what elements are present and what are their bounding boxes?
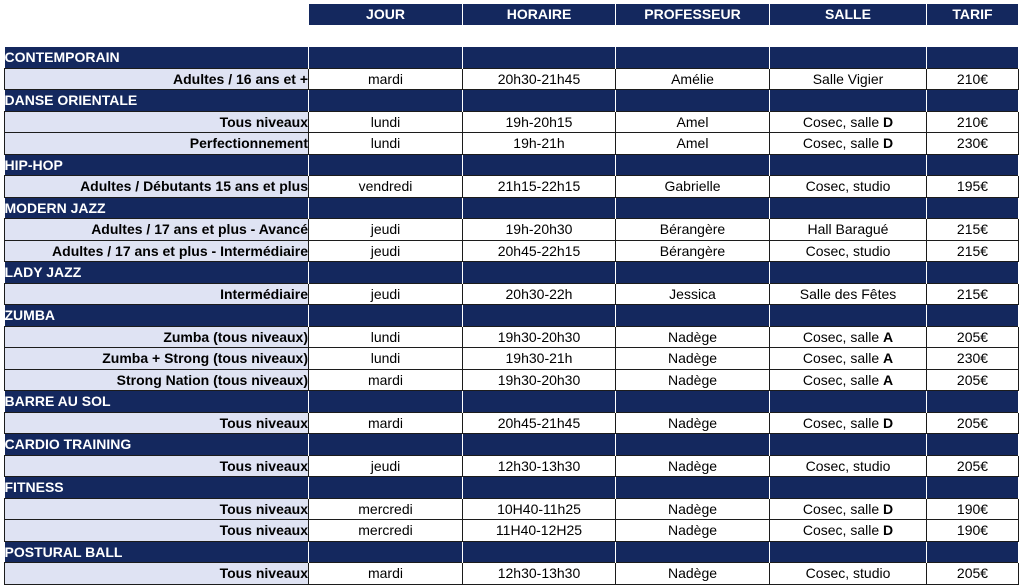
horaire-cell: 19h30-20h30 — [463, 326, 616, 348]
jour-cell: jeudi — [309, 240, 463, 262]
salle-cell — [770, 68, 927, 90]
level-cell: Adultes / 17 ans et plus - Intermédiaire — [5, 240, 309, 262]
table-row — [5, 176, 1019, 198]
table-row — [5, 133, 1019, 155]
salle-cell — [770, 133, 927, 155]
salle-text: Cosec, salle — [802, 350, 884, 367]
category-filler-cell — [309, 154, 463, 176]
salle-text: Salle des Fêtes — [799, 285, 897, 302]
horaire-cell: 10H40-11h25 — [463, 498, 616, 520]
category-filler-cell — [927, 47, 1019, 69]
salle-room-letter: D — [883, 500, 894, 517]
table-row — [5, 498, 1019, 520]
salle-text: Cosec, studio — [805, 565, 891, 582]
table-header — [5, 4, 1019, 47]
level-cell: Intermédiaire — [5, 283, 309, 305]
professeur-cell: Nadège — [616, 412, 770, 434]
tarif-cell: 195€ — [927, 176, 1019, 198]
professeur-cell: Nadège — [616, 369, 770, 391]
salle-text: Cosec, salle — [802, 371, 884, 388]
table-row — [5, 219, 1019, 241]
table-row — [5, 369, 1019, 391]
horaire-cell: 19h-21h — [463, 133, 616, 155]
salle-cell — [770, 176, 927, 198]
table-row — [5, 348, 1019, 370]
category-row — [5, 47, 1019, 69]
category-name: MODERN JAZZ — [5, 197, 309, 219]
horaire-cell: 19h-20h30 — [463, 219, 616, 241]
category-filler-cell — [770, 477, 927, 499]
professeur-cell: Bérangère — [616, 219, 770, 241]
tarif-cell: 205€ — [927, 412, 1019, 434]
level-cell: Tous niveaux — [5, 520, 309, 542]
salle-room-letter: A — [883, 371, 894, 388]
category-name: CONTEMPORAIN — [5, 47, 309, 69]
category-filler-cell — [927, 477, 1019, 499]
jour-cell: lundi — [309, 326, 463, 348]
horaire-cell: 20h30-21h45 — [463, 68, 616, 90]
horaire-cell: 19h-20h15 — [463, 111, 616, 133]
professeur-cell: Amel — [616, 133, 770, 155]
category-name: BARRE AU SOL — [5, 391, 309, 413]
salle-cell — [770, 498, 927, 520]
horaire-cell: 12h30-13h30 — [463, 455, 616, 477]
category-name: ZUMBA — [5, 305, 309, 327]
salle-text: Cosec, studio — [805, 457, 891, 474]
salle-cell — [770, 563, 927, 585]
category-filler-cell — [770, 262, 927, 284]
category-filler-cell — [616, 262, 770, 284]
tarif-cell: 210€ — [927, 68, 1019, 90]
category-filler-cell — [927, 541, 1019, 563]
category-filler-cell — [309, 434, 463, 456]
category-filler-cell — [770, 154, 927, 176]
category-name: HIP-HOP — [5, 154, 309, 176]
category-filler-cell — [616, 391, 770, 413]
tarif-cell: 230€ — [927, 348, 1019, 370]
salle-room-letter: A — [883, 350, 894, 367]
tarif-cell: 210€ — [927, 111, 1019, 133]
category-filler-cell — [309, 305, 463, 327]
tarif-cell: 205€ — [927, 563, 1019, 585]
salle-text: Cosec, salle — [802, 414, 884, 431]
tarif-cell: 190€ — [927, 520, 1019, 542]
professeur-cell: Nadège — [616, 348, 770, 370]
level-cell: Adultes / 17 ans et plus - Avancé — [5, 219, 309, 241]
jour-cell: mardi — [309, 563, 463, 585]
category-filler-cell — [616, 434, 770, 456]
level-cell: Tous niveaux — [5, 455, 309, 477]
salle-text: Cosec, studio — [805, 242, 891, 259]
category-filler-cell — [616, 47, 770, 69]
category-name: POSTURAL BALL — [5, 541, 309, 563]
category-filler-cell — [616, 197, 770, 219]
salle-text: Cosec, salle — [802, 328, 884, 345]
category-filler-cell — [463, 305, 616, 327]
salle-text: Hall Baragué — [807, 221, 889, 238]
professeur-cell: Amélie — [616, 68, 770, 90]
tarif-cell: 205€ — [927, 326, 1019, 348]
salle-cell — [770, 520, 927, 542]
category-row — [5, 154, 1019, 176]
category-filler-cell — [463, 541, 616, 563]
salle-text: Salle Vigier — [812, 70, 884, 87]
category-filler-cell — [927, 305, 1019, 327]
jour-cell: vendredi — [309, 176, 463, 198]
horaire-cell: 12h30-13h30 — [463, 563, 616, 585]
table-row — [5, 240, 1019, 262]
category-filler-cell — [770, 90, 927, 112]
level-cell: Strong Nation (tous niveaux) — [5, 369, 309, 391]
category-filler-cell — [616, 541, 770, 563]
professeur-cell: Nadège — [616, 326, 770, 348]
level-cell: Tous niveaux — [5, 111, 309, 133]
professeur-cell: Gabrielle — [616, 176, 770, 198]
salle-room-letter: A — [883, 328, 894, 345]
jour-cell: jeudi — [309, 219, 463, 241]
salle-cell — [770, 240, 927, 262]
jour-cell: lundi — [309, 133, 463, 155]
salle-text: Cosec, studio — [805, 178, 891, 195]
salle-text: Cosec, salle — [802, 113, 884, 130]
salle-cell — [770, 369, 927, 391]
category-name: DANSE ORIENTALE — [5, 90, 309, 112]
level-cell: Adultes / Débutants 15 ans et plus — [5, 176, 309, 198]
tarif-cell: 205€ — [927, 455, 1019, 477]
jour-cell: mardi — [309, 68, 463, 90]
category-row — [5, 541, 1019, 563]
level-cell: Perfectionnement — [5, 133, 309, 155]
level-cell: Tous niveaux — [5, 498, 309, 520]
category-filler-cell — [927, 90, 1019, 112]
level-cell: Zumba (tous niveaux) — [5, 326, 309, 348]
category-name: LADY JAZZ — [5, 262, 309, 284]
table-row — [5, 326, 1019, 348]
salle-room-letter: D — [883, 522, 894, 539]
category-filler-cell — [309, 541, 463, 563]
category-row — [5, 434, 1019, 456]
category-filler-cell — [463, 90, 616, 112]
table-row — [5, 111, 1019, 133]
salle-text: Cosec, salle — [802, 135, 884, 152]
salle-cell — [770, 111, 927, 133]
tarif-cell: 215€ — [927, 219, 1019, 241]
salle-cell — [770, 348, 927, 370]
category-filler-cell — [770, 541, 927, 563]
category-filler-cell — [927, 434, 1019, 456]
header-salle: SALLE — [770, 4, 927, 26]
horaire-cell: 19h30-20h30 — [463, 369, 616, 391]
category-filler-cell — [770, 305, 927, 327]
category-filler-cell — [309, 47, 463, 69]
horaire-cell: 20h45-21h45 — [463, 412, 616, 434]
category-filler-cell — [927, 197, 1019, 219]
category-filler-cell — [309, 262, 463, 284]
salle-cell — [770, 412, 927, 434]
category-filler-cell — [770, 197, 927, 219]
table-row — [5, 455, 1019, 477]
jour-cell: mardi — [309, 369, 463, 391]
header-jour: JOUR — [309, 4, 463, 26]
category-filler-cell — [927, 391, 1019, 413]
category-filler-cell — [616, 90, 770, 112]
header-horaire: HORAIRE — [463, 4, 616, 26]
professeur-cell: Nadège — [616, 455, 770, 477]
category-filler-cell — [770, 47, 927, 69]
horaire-cell: 21h15-22h15 — [463, 176, 616, 198]
category-filler-cell — [463, 262, 616, 284]
jour-cell: lundi — [309, 111, 463, 133]
jour-cell: lundi — [309, 348, 463, 370]
category-row — [5, 477, 1019, 499]
category-filler-cell — [770, 391, 927, 413]
salle-cell — [770, 326, 927, 348]
salle-text: Cosec, salle — [802, 500, 884, 517]
schedule-table — [4, 3, 1019, 585]
table-row — [5, 520, 1019, 542]
horaire-cell: 20h30-22h — [463, 283, 616, 305]
tarif-cell: 215€ — [927, 240, 1019, 262]
category-row — [5, 262, 1019, 284]
tarif-cell: 215€ — [927, 283, 1019, 305]
category-filler-cell — [309, 197, 463, 219]
professeur-cell: Nadège — [616, 563, 770, 585]
category-filler-cell — [927, 262, 1019, 284]
level-cell: Tous niveaux — [5, 412, 309, 434]
jour-cell: jeudi — [309, 455, 463, 477]
category-filler-cell — [616, 154, 770, 176]
salle-cell — [770, 283, 927, 305]
salle-cell — [770, 219, 927, 241]
horaire-cell: 19h30-21h — [463, 348, 616, 370]
salle-cell — [770, 455, 927, 477]
jour-cell: mercredi — [309, 498, 463, 520]
tarif-cell: 190€ — [927, 498, 1019, 520]
tarif-cell: 205€ — [927, 369, 1019, 391]
category-filler-cell — [770, 434, 927, 456]
category-filler-cell — [616, 305, 770, 327]
professeur-cell: Jessica — [616, 283, 770, 305]
table-row — [5, 563, 1019, 585]
professeur-cell: Amel — [616, 111, 770, 133]
category-filler-cell — [463, 391, 616, 413]
category-filler-cell — [309, 90, 463, 112]
level-cell: Adultes / 16 ans et + — [5, 68, 309, 90]
level-cell: Zumba + Strong (tous niveaux) — [5, 348, 309, 370]
table-row — [5, 412, 1019, 434]
salle-room-letter: D — [883, 113, 894, 130]
category-name: CARDIO TRAINING — [5, 434, 309, 456]
category-row — [5, 197, 1019, 219]
category-row — [5, 90, 1019, 112]
category-filler-cell — [309, 477, 463, 499]
category-filler-cell — [309, 391, 463, 413]
table-row — [5, 68, 1019, 90]
table-body — [5, 47, 1019, 585]
horaire-cell: 11H40-12H25 — [463, 520, 616, 542]
header-professeur: PROFESSEUR — [616, 4, 770, 26]
level-cell: Tous niveaux — [5, 563, 309, 585]
professeur-cell: Bérangère — [616, 240, 770, 262]
professeur-cell: Nadège — [616, 498, 770, 520]
salle-room-letter: D — [883, 135, 894, 152]
category-filler-cell — [463, 434, 616, 456]
professeur-cell: Nadège — [616, 520, 770, 542]
tarif-cell: 230€ — [927, 133, 1019, 155]
category-filler-cell — [463, 197, 616, 219]
jour-cell: mardi — [309, 412, 463, 434]
category-filler-cell — [927, 154, 1019, 176]
category-row — [5, 391, 1019, 413]
table-row — [5, 283, 1019, 305]
jour-cell: jeudi — [309, 283, 463, 305]
jour-cell: mercredi — [309, 520, 463, 542]
category-row — [5, 305, 1019, 327]
category-filler-cell — [463, 47, 616, 69]
category-filler-cell — [463, 154, 616, 176]
header-spacer — [5, 25, 1019, 47]
header-blank-cell — [5, 4, 309, 26]
category-filler-cell — [616, 477, 770, 499]
category-filler-cell — [463, 477, 616, 499]
category-name: FITNESS — [5, 477, 309, 499]
salle-text: Cosec, salle — [802, 522, 884, 539]
horaire-cell: 20h45-22h15 — [463, 240, 616, 262]
salle-room-letter: D — [883, 414, 894, 431]
header-tarif: TARIF — [927, 4, 1019, 26]
